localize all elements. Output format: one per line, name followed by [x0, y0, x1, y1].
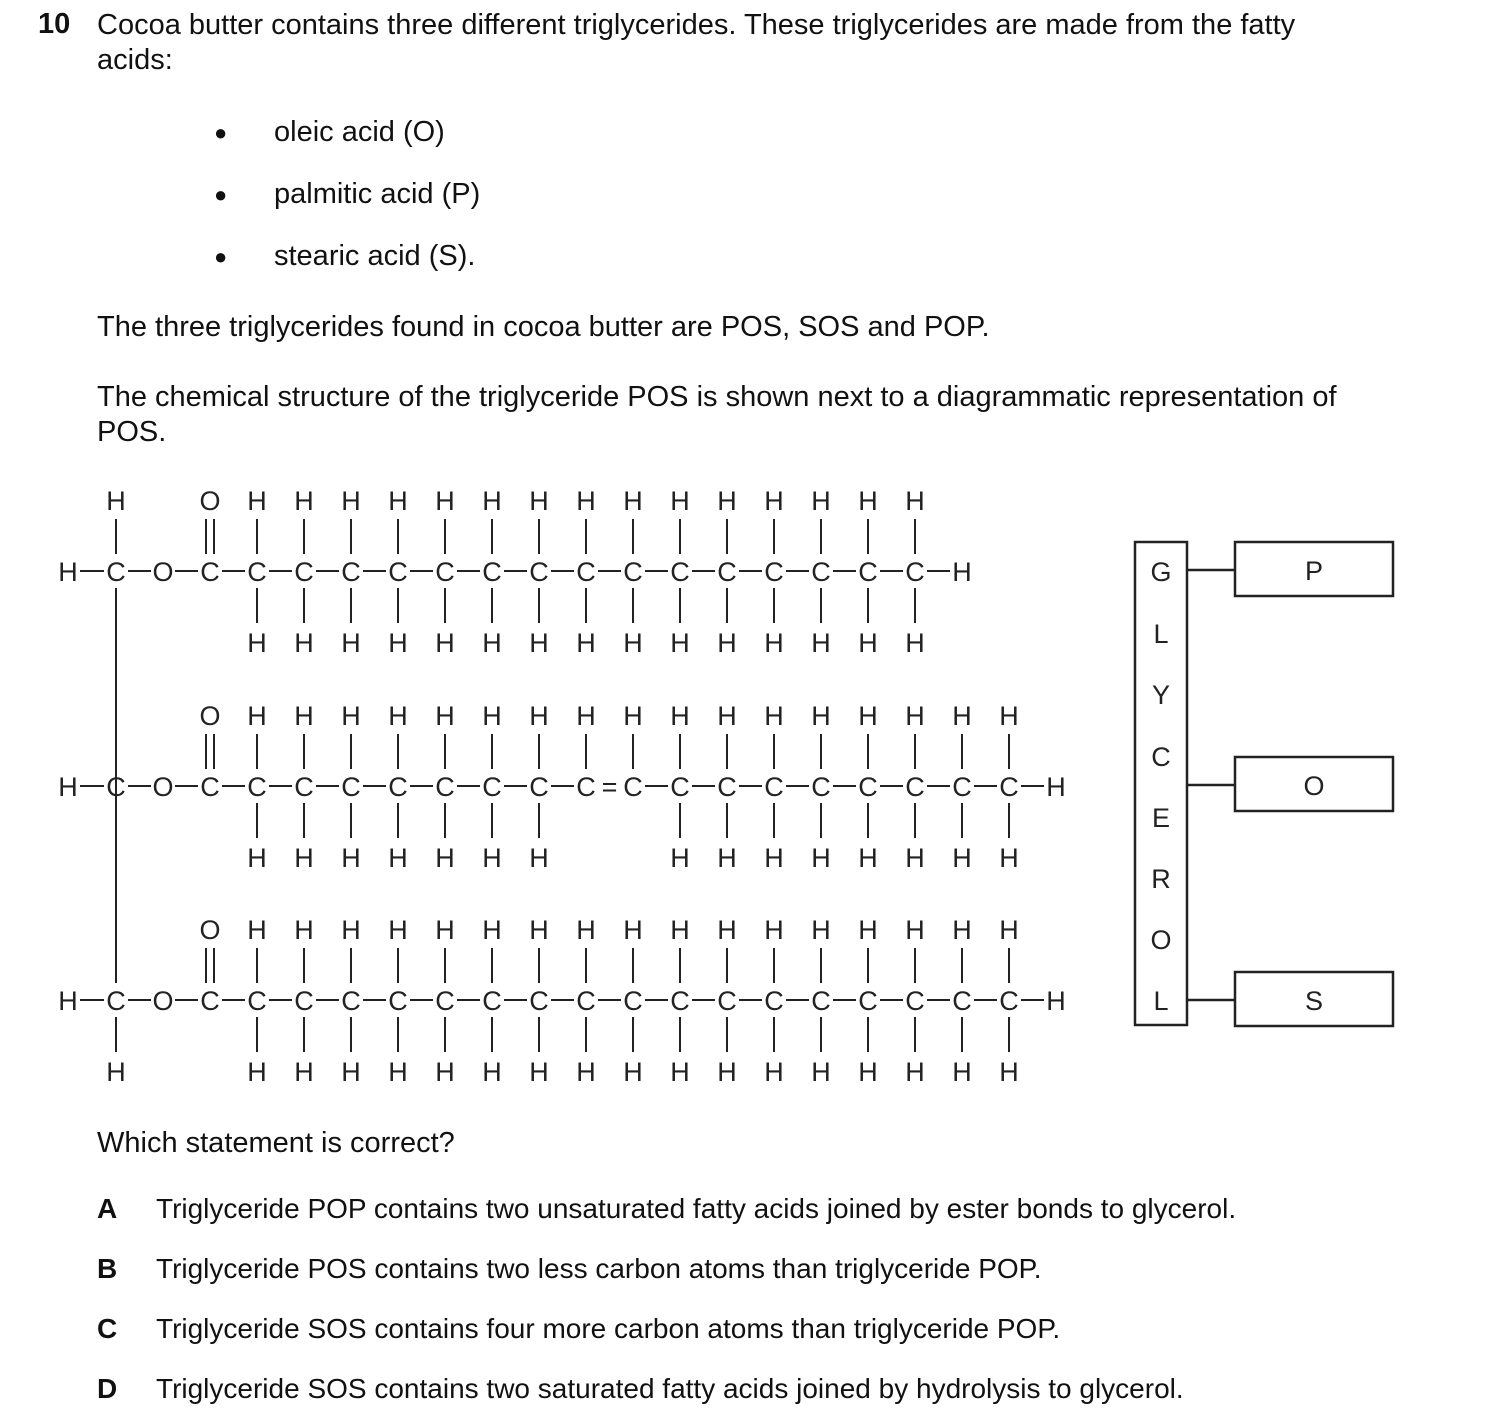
glycerol-carbon: C: [106, 986, 126, 1016]
option-text: Triglyceride SOS contains four more carbon atoms than triglyceride POP.: [156, 1313, 1061, 1344]
pos-structure-diagram: [0, 470, 1500, 1100]
carbon-atom: C: [247, 986, 267, 1016]
hydrogen-atom: H: [576, 701, 596, 731]
bullet-icon: ●: [214, 182, 228, 207]
hydrogen-atom: H: [482, 843, 502, 873]
hydrogen-atom: H: [717, 628, 737, 658]
hydrogen-atom: H: [576, 915, 596, 945]
hydrogen-atom: H: [905, 628, 925, 658]
carbon-atom: C: [811, 986, 831, 1016]
carbon-atom: C: [905, 772, 925, 802]
hydrogen-atom: H: [294, 701, 314, 731]
carbon-atom: C: [764, 986, 784, 1016]
hydrogen-atom: H: [435, 628, 455, 658]
carbon-atom: C: [717, 986, 737, 1016]
option-text: Triglyceride SOS contains two saturated fatty acids joined by hydrolysis to glycerol.: [156, 1373, 1184, 1404]
carbon-atom: C: [388, 557, 408, 587]
carbon-atom: C: [341, 557, 361, 587]
hydrogen-atom: H: [811, 628, 831, 658]
hydrogen-atom: H: [58, 557, 78, 587]
hydrogen-atom: H: [247, 843, 267, 873]
hydrogen-atom: H: [435, 843, 455, 873]
hydrogen-atom: H: [294, 486, 314, 516]
list-item: stearic acid (S).: [274, 240, 476, 272]
hydrogen-atom: H: [858, 628, 878, 658]
hydrogen-atom: H: [247, 915, 267, 945]
carbon-atom: C: [529, 557, 549, 587]
hydrogen-atom: H: [999, 1057, 1019, 1087]
carbon-atom: C: [529, 772, 549, 802]
hydrogen-atom: H: [247, 1057, 267, 1087]
carbon-atom: C: [811, 557, 831, 587]
hydrogen-atom: H: [905, 1057, 925, 1087]
hydrogen-atom: H: [717, 1057, 737, 1087]
carbon-atom: C: [388, 772, 408, 802]
option-letter: D: [97, 1373, 118, 1404]
hydrogen-atom: H: [623, 486, 643, 516]
hydrogen-atom: H: [764, 628, 784, 658]
hydrogen-atom: H: [858, 701, 878, 731]
hydrogen-atom: H: [247, 701, 267, 731]
carbon-atom: C: [905, 986, 925, 1016]
hydrogen-atom: H: [623, 628, 643, 658]
structure-paragraph-line1: The chemical structure of the triglyceride POS is shown next to a diagrammatic representation of: [97, 381, 1337, 413]
hydrogen-atom: H: [999, 843, 1019, 873]
fatty-acid-box-label: P: [1304, 556, 1324, 586]
hydrogen-atom: H: [341, 486, 361, 516]
carbon-atom: C: [999, 772, 1019, 802]
hydrogen-atom: H: [858, 486, 878, 516]
list-item: oleic acid (O): [274, 116, 445, 148]
carbon-atom: C: [670, 986, 690, 1016]
hydrogen-atom: H: [388, 843, 408, 873]
question-intro-line2: acids:: [97, 44, 173, 76]
carbon-atom: C: [247, 557, 267, 587]
carbon-atom: C: [952, 986, 972, 1016]
hydrogen-atom: H: [811, 843, 831, 873]
ester-oxygen: O: [152, 772, 174, 802]
question-number: 10: [38, 8, 71, 40]
carbon-atom: C: [482, 772, 502, 802]
hydrogen-atom: H: [623, 915, 643, 945]
carbon-atom: C: [717, 772, 737, 802]
carbon-atom: C: [717, 557, 737, 587]
hydrogen-atom: H: [764, 915, 784, 945]
glycerol-letter: C: [1151, 742, 1171, 772]
ester-oxygen: O: [152, 986, 174, 1016]
carbon-atom: C: [858, 557, 878, 587]
carbon-atom: C: [811, 772, 831, 802]
hydrogen-atom: H: [58, 986, 78, 1016]
hydrogen-atom: H: [764, 486, 784, 516]
carbon-atom: C: [623, 772, 643, 802]
hydrogen-atom: H: [717, 486, 737, 516]
glycerol-letter: E: [1151, 803, 1171, 833]
hydrogen-atom: H: [670, 628, 690, 658]
carbon-atom: C: [576, 557, 596, 587]
carbon-atom: C: [482, 986, 502, 1016]
glycerol-letter: O: [1150, 925, 1172, 955]
terminal-hydrogen: H: [1046, 986, 1066, 1016]
question-prompt: Which statement is correct?: [97, 1127, 455, 1159]
hydrogen-atom: H: [341, 701, 361, 731]
carbon-atom: C: [435, 557, 455, 587]
glycerol-letter: L: [1153, 986, 1169, 1016]
hydrogen-atom: H: [294, 1057, 314, 1087]
hydrogen-atom: H: [341, 915, 361, 945]
triglycerides-paragraph: The three triglycerides found in cocoa butter are POS, SOS and POP.: [97, 311, 990, 343]
carbon-atom: C: [482, 557, 502, 587]
hydrogen-atom: H: [858, 843, 878, 873]
fatty-acid-box-label: S: [1304, 986, 1324, 1016]
hydrogen-atom: H: [529, 486, 549, 516]
hydrogen-atom: H: [58, 772, 78, 802]
hydrogen-atom: H: [388, 701, 408, 731]
terminal-hydrogen: H: [952, 557, 972, 587]
carbon-atom: C: [764, 772, 784, 802]
carbon-atom: C: [435, 986, 455, 1016]
carbon-atom: C: [435, 772, 455, 802]
hydrogen-atom: H: [764, 843, 784, 873]
hydrogen-atom: H: [905, 843, 925, 873]
hydrogen-atom: H: [482, 1057, 502, 1087]
carbon-atom: C: [294, 557, 314, 587]
carbon-atom: C: [858, 772, 878, 802]
carbon-atom: C: [858, 986, 878, 1016]
hydrogen-atom: H: [435, 1057, 455, 1087]
option-letter: B: [97, 1253, 118, 1284]
hydrogen-atom: H: [482, 915, 502, 945]
structure-paragraph-line2: POS.: [97, 416, 167, 448]
hydrogen-atom: H: [717, 915, 737, 945]
hydrogen-atom: H: [341, 1057, 361, 1087]
carbon-atom: C: [247, 772, 267, 802]
hydrogen-atom: H: [388, 915, 408, 945]
glycerol-letter: R: [1151, 864, 1171, 894]
carbon-atom: C: [905, 557, 925, 587]
carbon-atom: C: [294, 986, 314, 1016]
hydrogen-atom: H: [811, 1057, 831, 1087]
bullet-icon: ●: [214, 244, 228, 269]
glycerol-carbon: C: [106, 557, 126, 587]
carbonyl-carbon: C: [200, 557, 220, 587]
hydrogen-atom: H: [670, 843, 690, 873]
carbon-atom: C: [294, 772, 314, 802]
hydrogen-atom: H: [388, 628, 408, 658]
hydrogen-atom: H: [623, 701, 643, 731]
hydrogen-atom: H: [576, 628, 596, 658]
list-item: palmitic acid (P): [274, 178, 481, 210]
hydrogen-atom: H: [435, 486, 455, 516]
hydrogen-atom: H: [858, 915, 878, 945]
glycerol-letter: G: [1150, 557, 1172, 587]
hydrogen-atom: H: [764, 701, 784, 731]
bullet-icon: ●: [214, 120, 228, 145]
carbon-atom: C: [952, 772, 972, 802]
hydrogen-atom: H: [717, 843, 737, 873]
carbonyl-oxygen: O: [199, 701, 221, 731]
glycerol-carbon: C: [106, 772, 126, 802]
hydrogen-atom: H: [576, 486, 596, 516]
fatty-acid-box-label: O: [1303, 771, 1325, 801]
hydrogen-atom: H: [294, 628, 314, 658]
hydrogen-atom: H: [529, 1057, 549, 1087]
hydrogen-atom: H: [670, 486, 690, 516]
question-intro-line1: Cocoa butter contains three different triglycerides. These triglycerides are made from the fatty: [97, 9, 1296, 41]
hydrogen-atom: H: [952, 843, 972, 873]
glycerol-letter: L: [1153, 619, 1169, 649]
carbonyl-oxygen: O: [199, 486, 221, 516]
terminal-hydrogen: H: [1046, 772, 1066, 802]
carbonyl-oxygen: O: [199, 915, 221, 945]
carbon-atom: C: [623, 986, 643, 1016]
hydrogen-atom: H: [529, 843, 549, 873]
option-letter: C: [97, 1313, 118, 1344]
hydrogen-atom: H: [247, 628, 267, 658]
carbon-atom: C: [999, 986, 1019, 1016]
hydrogen-atom: H: [811, 915, 831, 945]
carbon-atom: C: [623, 557, 643, 587]
carbonyl-carbon: C: [200, 986, 220, 1016]
hydrogen-atom: H: [811, 701, 831, 731]
hydrogen-atom: H: [482, 486, 502, 516]
hydrogen-atom: H: [905, 915, 925, 945]
hydrogen-atom: H: [388, 1057, 408, 1087]
hydrogen-atom: H: [905, 486, 925, 516]
hydrogen-atom: H: [999, 701, 1019, 731]
glycerol-bottom-hydrogen: H: [106, 1057, 126, 1087]
hydrogen-atom: H: [999, 915, 1019, 945]
hydrogen-atom: H: [529, 628, 549, 658]
hydrogen-atom: H: [388, 486, 408, 516]
pos-diagrammatic-representation: [1135, 542, 1393, 1026]
carbonyl-carbon: C: [200, 772, 220, 802]
hydrogen-atom: H: [529, 915, 549, 945]
hydrogen-atom: H: [670, 915, 690, 945]
hydrogen-atom: H: [858, 1057, 878, 1087]
carbon-atom: C: [341, 772, 361, 802]
option-letter: A: [97, 1193, 118, 1224]
carbon-atom: C: [529, 986, 549, 1016]
hydrogen-atom: H: [952, 1057, 972, 1087]
hydrogen-atom: H: [764, 1057, 784, 1087]
hydrogen-atom: H: [435, 915, 455, 945]
hydrogen-atom: H: [717, 701, 737, 731]
hydrogen-atom: H: [294, 915, 314, 945]
hydrogen-atom: H: [623, 1057, 643, 1087]
carbon-atom: C: [670, 557, 690, 587]
glycerol-letter: Y: [1151, 680, 1171, 710]
hydrogen-atom: H: [952, 701, 972, 731]
glycerol-top-hydrogen: H: [106, 486, 126, 516]
hydrogen-atom: H: [435, 701, 455, 731]
hydrogen-atom: H: [247, 486, 267, 516]
option-text: Triglyceride POS contains two less carbon atoms than triglyceride POP.: [156, 1253, 1042, 1284]
hydrogen-atom: H: [952, 915, 972, 945]
carbon-atom: C: [764, 557, 784, 587]
hydrogen-atom: H: [294, 843, 314, 873]
double-bond: =: [601, 772, 618, 802]
carbon-atom: C: [388, 986, 408, 1016]
hydrogen-atom: H: [482, 628, 502, 658]
ester-oxygen: O: [152, 557, 174, 587]
carbon-atom: C: [576, 772, 596, 802]
carbon-atom: C: [670, 772, 690, 802]
hydrogen-atom: H: [670, 1057, 690, 1087]
hydrogen-atom: H: [905, 701, 925, 731]
hydrogen-atom: H: [341, 843, 361, 873]
option-text: Triglyceride POP contains two unsaturated fatty acids joined by ester bonds to glycerol.: [156, 1193, 1237, 1224]
chemical-structure: [58, 486, 1066, 1087]
hydrogen-atom: H: [482, 701, 502, 731]
hydrogen-atom: H: [529, 701, 549, 731]
hydrogen-atom: H: [341, 628, 361, 658]
carbon-atom: C: [341, 986, 361, 1016]
hydrogen-atom: H: [670, 701, 690, 731]
carbon-atom: C: [576, 986, 596, 1016]
hydrogen-atom: H: [576, 1057, 596, 1087]
hydrogen-atom: H: [811, 486, 831, 516]
